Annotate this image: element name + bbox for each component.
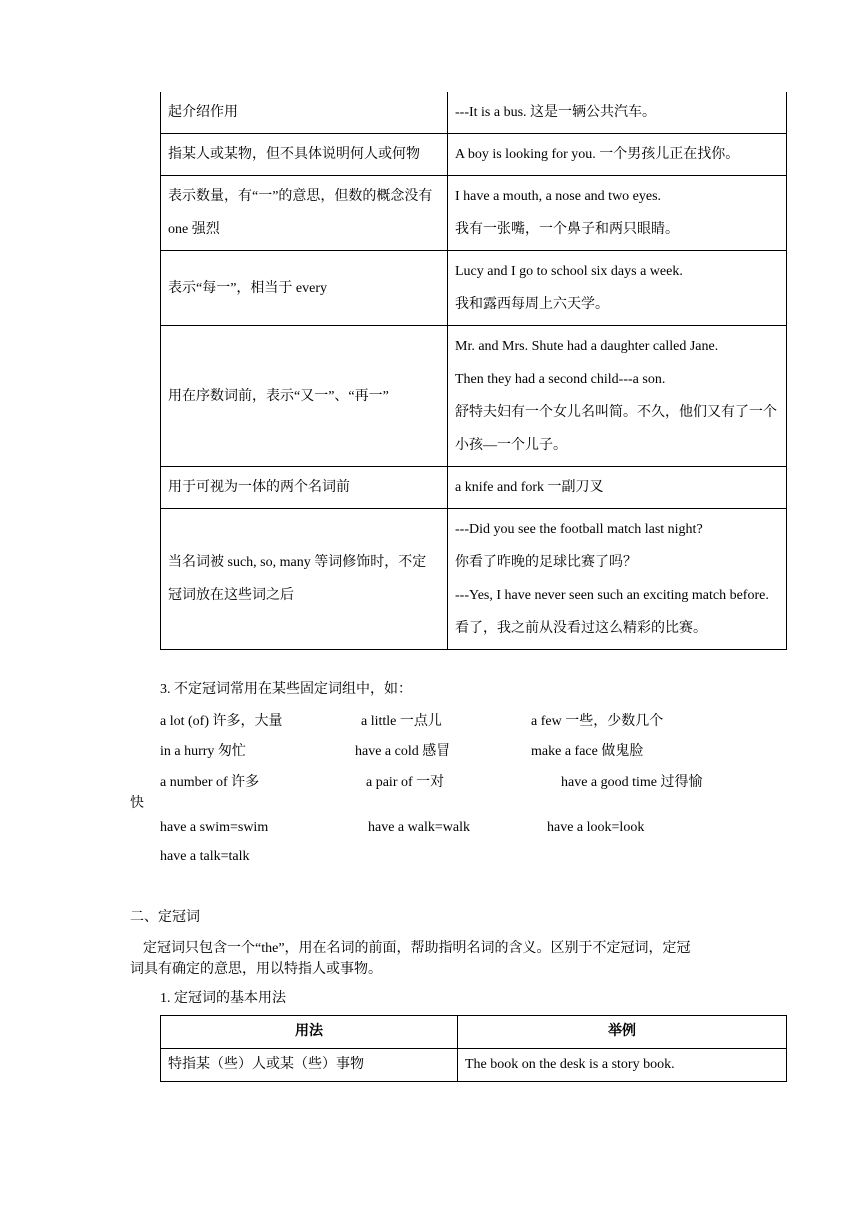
- phrase: a little 一点儿: [361, 714, 442, 729]
- phrase: have a walk=walk: [368, 820, 470, 835]
- phrase: make a face 做鬼脸: [531, 744, 644, 759]
- phrase: have a good time 过得愉: [561, 775, 703, 790]
- phrase: a few 一些，少数几个: [531, 714, 664, 729]
- usage-cell: 表示数量，有“一”的意思，但数的概念没有 one 强烈: [161, 176, 448, 251]
- usage-cell: 起介绍作用: [161, 92, 448, 134]
- table-row: [161, 92, 787, 134]
- intro-line: 词具有确定的意思，用以特指人或事物。: [130, 962, 382, 977]
- example-cell: Lucy and I go to school six days a week. 我和露西每周上六天学。: [448, 251, 787, 326]
- table-row: [161, 467, 787, 509]
- sub-heading: 1. 定冠词的基本用法: [160, 991, 286, 1006]
- phrase: a number of 许多: [160, 775, 260, 790]
- example-cell: ---It is a bus. 这是一辆公共汽车。: [448, 92, 787, 134]
- definite-article-usage-table: [160, 1015, 787, 1082]
- usage-cell: 指某人或某物，但不具体说明何人或何物: [161, 134, 448, 176]
- usage-cell: 用在序数词前，表示“又一”、“再一”: [161, 326, 448, 467]
- example-cell: I have a mouth, a nose and two eyes. 我有一张嘴，一个鼻子和两只眼睛。: [448, 176, 787, 251]
- table-row: [161, 251, 787, 326]
- example-cell: A boy is looking for you. 一个男孩儿正在找你。: [448, 134, 787, 176]
- usage-cell: 表示“每一”，相当于 every: [161, 251, 448, 326]
- example-cell: The book on the desk is a story book.: [458, 1049, 787, 1082]
- phrase: a lot (of) 许多，大量: [160, 714, 283, 729]
- table-row: [161, 134, 787, 176]
- column-header: 举例: [458, 1016, 787, 1049]
- phrase: have a cold 感冒: [355, 744, 451, 759]
- table-row: [161, 176, 787, 251]
- table-row: [161, 509, 787, 650]
- usage-cell: 特指某（些）人或某（些）事物: [161, 1049, 458, 1082]
- intro-line: 定冠词只包含一个“the”，用在名词的前面，帮助指明名词的含义。区别于不定冠词，定冠: [143, 941, 691, 956]
- phrase: in a hurry 匆忙: [160, 744, 246, 759]
- indefinite-article-usage-table: [160, 92, 787, 650]
- phrase: a pair of 一对: [366, 775, 445, 790]
- usage-cell: 当名词被 such, so, many 等词修饰时，不定冠词放在这些词之后: [161, 509, 448, 650]
- phrase: have a talk=talk: [160, 849, 250, 864]
- section-3-heading: 3. 不定冠词常用在某些固定词组中，如：: [160, 682, 412, 697]
- example-cell: a knife and fork 一副刀叉: [448, 467, 787, 509]
- usage-cell: 用于可视为一体的两个名词前: [161, 467, 448, 509]
- example-cell: ---Did you see the football match last night? 你看了昨晚的足球比赛了吗？ ---Yes, I have never seen such an exciting match before. 看了，我之前从没看过这么精彩的比赛。: [448, 509, 787, 650]
- table-header-row: [161, 1016, 787, 1049]
- example-cell: Mr. and Mrs. Shute had a daughter called Jane. Then they had a second child---a son. 舒特夫妇有一个女儿名叫简。不久，他们又有了一个小孩—一个儿子。: [448, 326, 787, 467]
- phrase: have a swim=swim: [160, 820, 269, 835]
- section-title: 二、定冠词: [130, 910, 200, 925]
- phrase-wrap: 快: [130, 796, 144, 811]
- column-header: 用法: [161, 1016, 458, 1049]
- phrase: have a look=look: [547, 820, 645, 835]
- table-row: [161, 1049, 787, 1082]
- table-row: [161, 326, 787, 467]
